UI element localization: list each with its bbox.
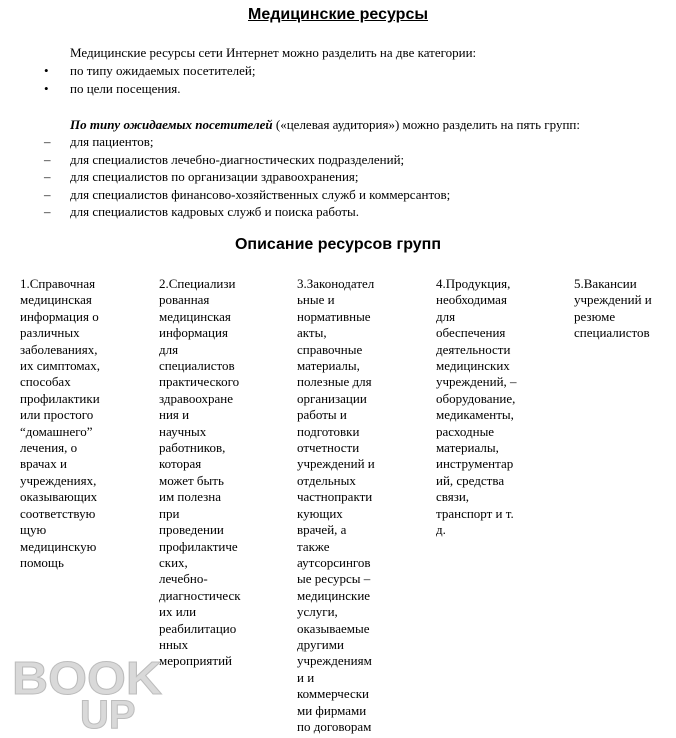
column-line: медицинская <box>159 308 231 324</box>
column-line: врачах и <box>20 456 67 472</box>
column-line: заболеваниях, <box>20 341 98 357</box>
column-line: лечения, о <box>20 440 78 456</box>
column-line: материалы, <box>297 358 360 374</box>
list-item <box>0 186 450 204</box>
column-line: кующих <box>297 505 343 521</box>
list-item <box>0 203 450 221</box>
dash-mark: – <box>44 186 51 202</box>
column-line: рованная <box>159 292 210 308</box>
list-item-text: по типу ожидаемых посетителей; <box>70 63 256 78</box>
list-item-text: по цели посещения. <box>70 81 181 96</box>
dash-mark: – <box>44 204 51 219</box>
column-line: учреждениях, <box>20 472 97 488</box>
column-line: 5.Вакансии <box>574 276 637 291</box>
column-line: коммерчески <box>297 686 369 702</box>
column-line: учреждений и <box>574 292 652 308</box>
column-line: при <box>159 505 180 521</box>
column-3 <box>297 276 375 735</box>
column-line: практического <box>159 374 240 390</box>
list-item <box>0 168 450 186</box>
category-list <box>0 62 255 98</box>
dash-mark: – <box>44 169 51 184</box>
column-line: может быть <box>159 472 224 488</box>
column-line: ьные и <box>297 292 335 308</box>
column-line: 1.Справочная <box>20 276 96 291</box>
column-line: транспорт и т. <box>436 505 514 521</box>
list-item-text: для специалистов финансово-хозяйственных служб и коммерсантов; <box>70 186 451 202</box>
column-line: проведении <box>159 522 224 538</box>
list-item <box>0 62 255 80</box>
column-line: или простого <box>20 407 94 423</box>
column-line: профилактиче <box>159 538 238 554</box>
column-line: по договорам <box>297 718 372 734</box>
page-title: Медицинские ресурсы <box>247 6 429 23</box>
column-line: оказывающих <box>20 489 98 505</box>
column-line: лечебно- <box>159 571 208 587</box>
column-line: аутсорсингов <box>297 554 371 570</box>
bullet-mark: • <box>44 81 49 96</box>
column-line: научных <box>159 423 207 439</box>
column-line: необходимая <box>436 292 507 308</box>
column-line: которая <box>159 456 202 472</box>
logo-text-line1: BOOK <box>12 652 162 704</box>
column-line: учреждений и <box>297 456 375 472</box>
column-line: оказываемые <box>297 620 370 636</box>
column-line: нных <box>159 636 189 652</box>
intro-text: Медицинские ресурсы сети Интернет можно разделить на две категории: <box>70 45 477 60</box>
column-line: реабилитацио <box>159 620 237 636</box>
column-line: частнопракти <box>297 489 373 505</box>
list-item <box>0 151 450 169</box>
column-line: информация <box>159 325 228 341</box>
column-line: справочные <box>297 341 363 357</box>
column-line: отчетности <box>297 440 360 456</box>
column-line: организации <box>297 390 367 406</box>
section-title: Описание ресурсов групп <box>234 236 441 253</box>
column-line: 4.Продукция, <box>436 276 511 291</box>
column-line: материалы, <box>436 440 499 456</box>
column-line: 2.Специализи <box>159 276 236 291</box>
bookup-logo <box>10 650 170 730</box>
column-line: работников, <box>159 440 226 456</box>
logo-text-line2: UP <box>80 693 136 730</box>
column-line: инструментар <box>436 456 514 472</box>
column-line: их или <box>159 604 197 620</box>
column-line: соответствую <box>20 505 96 521</box>
column-line: нормативные <box>297 308 371 324</box>
column-line: щую <box>20 522 47 538</box>
column-line: связи, <box>436 489 470 505</box>
column-line: различных <box>20 325 80 341</box>
column-line: медицинских <box>436 358 510 374</box>
column-line: учреждений, – <box>436 374 517 390</box>
column-line: полезные для <box>297 374 372 390</box>
column-line: 3.Законодател <box>297 276 375 291</box>
column-line: для <box>159 341 179 357</box>
column-line: “домашнего” <box>20 423 93 439</box>
column-line: акты, <box>297 325 327 341</box>
column-line: медикаменты, <box>436 407 514 423</box>
column-line: медицинские <box>297 587 371 603</box>
groups-intro-rest: («целевая аудитория») можно разделить на пять групп: <box>272 117 580 132</box>
column-line: ий, средства <box>436 472 505 488</box>
column-line: обеспечения <box>436 325 506 341</box>
dash-mark: – <box>44 134 51 149</box>
column-line: подготовки <box>297 423 360 439</box>
column-line: отдельных <box>297 472 356 488</box>
column-line: помощь <box>20 554 64 570</box>
column-line: им полезна <box>159 489 221 505</box>
groups-intro <box>70 117 580 133</box>
column-line: специалистов <box>574 325 650 341</box>
column-line: резюме <box>574 308 616 324</box>
column-line: ми фирмами <box>297 702 367 718</box>
column-line: способах <box>20 374 71 390</box>
list-item-text: для специалистов лечебно-диагностических подразделений; <box>70 151 405 167</box>
dash-mark: – <box>44 151 51 167</box>
column-line: расходные <box>436 423 495 439</box>
column-line: другими <box>297 636 344 652</box>
column-line: услуги, <box>297 604 338 620</box>
column-line: и и <box>297 669 315 685</box>
column-line: профилактики <box>20 390 100 406</box>
column-line: для <box>436 308 456 324</box>
column-5 <box>574 276 652 342</box>
column-line: деятельности <box>436 341 511 357</box>
column-1 <box>20 276 100 571</box>
list-item-text: для пациентов; <box>70 134 154 149</box>
column-line: ые ресурсы – <box>297 571 371 587</box>
list-item <box>0 133 450 151</box>
column-line: специалистов <box>159 358 235 374</box>
group-list <box>0 133 450 221</box>
column-4 <box>436 276 517 539</box>
column-line: медицинская <box>20 292 92 308</box>
column-line: ских, <box>159 554 188 570</box>
column-line: работы и <box>297 407 347 423</box>
column-2 <box>159 276 241 670</box>
list-item-text: для специалистов кадровых служб и поиска работы. <box>70 204 360 219</box>
list-item <box>0 80 255 98</box>
column-line: учреждениям <box>297 653 372 669</box>
column-line: ния и <box>159 407 190 423</box>
column-line: врачей, а <box>297 522 347 538</box>
column-line: также <box>297 538 330 554</box>
column-line: медицинскую <box>20 538 97 554</box>
column-line: д. <box>436 522 446 538</box>
bullet-mark: • <box>44 63 49 78</box>
groups-intro-emphasis: По типу ожидаемых посетителей <box>70 117 273 132</box>
column-line: оборудование, <box>436 390 516 406</box>
column-line: информация о <box>20 308 99 324</box>
column-line: диагностическ <box>159 587 241 603</box>
list-item-text: для специалистов по организации здравоохранения; <box>70 169 359 184</box>
column-line: здравоохране <box>159 390 234 406</box>
column-line: мероприятий <box>159 653 232 669</box>
column-line: их симптомах, <box>20 358 101 374</box>
